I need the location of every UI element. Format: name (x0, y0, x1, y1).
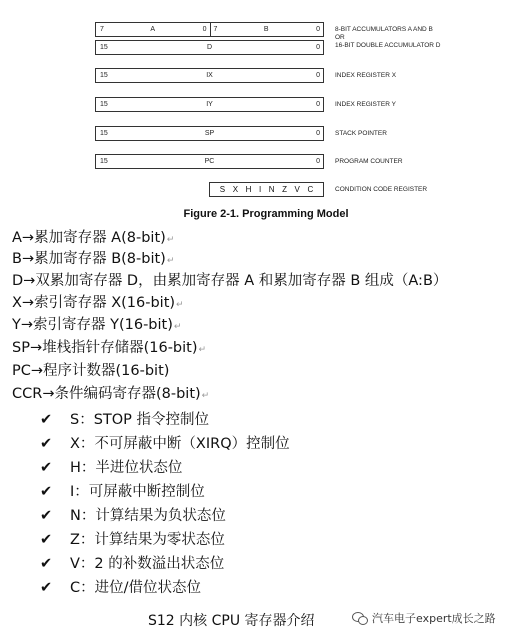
list-item (12, 293, 184, 315)
register-name: IY (206, 101, 213, 108)
list-item (12, 228, 174, 250)
ccr-bit: N (268, 185, 275, 194)
register-name: PC (204, 158, 215, 165)
bit-label: 15 (100, 158, 108, 165)
double-accumulator-d-register (95, 40, 324, 55)
check-item-text: S：STOP 指令控制位 (70, 412, 210, 428)
watermark (352, 610, 496, 626)
bit-label: 15 (100, 72, 108, 79)
register-description: PROGRAM COUNTER (335, 158, 403, 165)
check-icon: ✔ (40, 412, 53, 428)
check-item-text: V：2 的补数溢出状态位 (70, 556, 225, 572)
desc-line: OR (335, 34, 345, 41)
paragraph-mark-icon: ↵ (173, 322, 182, 332)
list-item (12, 361, 169, 381)
check-icon: ✔ (40, 436, 53, 452)
bit-label: 15 (100, 44, 108, 51)
register-name: B (263, 26, 269, 33)
desc-line: 16-BIT DOUBLE ACCUMULATOR D (335, 42, 441, 49)
ccr-bit: V (294, 185, 300, 194)
paragraph-mark-icon: ↵ (201, 391, 210, 401)
figure-caption: Figure 2-1. Programming Model (183, 208, 349, 220)
check-item (40, 506, 226, 526)
check-item-text: C：进位/借位状态位 (70, 580, 202, 596)
list-item (12, 315, 181, 337)
check-item-text: Z：计算结果为零状态位 (70, 532, 225, 548)
bit-label: 0 (316, 44, 320, 51)
register-name: D (206, 44, 213, 51)
check-item (40, 410, 209, 430)
check-item (40, 578, 201, 598)
document-caption: S12 内核 CPU 寄存器介绍 (148, 613, 315, 629)
index-register-y (95, 97, 324, 112)
list-item-text: X→索引寄存器 X(16-bit) (12, 295, 176, 311)
register-name: IX (206, 72, 213, 79)
bit-label: 0 (316, 130, 320, 137)
accumulator-a-cell (96, 23, 211, 36)
list-item-text: SP→堆栈指针存储器(16-bit) (12, 340, 198, 356)
list-item (12, 249, 174, 271)
ccr-bit: I (258, 185, 262, 194)
register-description: INDEX REGISTER Y (335, 101, 396, 108)
check-item (40, 554, 224, 574)
list-item-text: CCR→条件编码寄存器(8-bit) (12, 386, 201, 402)
bit-label: 0 (202, 26, 207, 33)
bit-label: 0 (316, 101, 320, 108)
paragraph-mark-icon: ↵ (166, 235, 175, 245)
check-icon: ✔ (40, 556, 53, 572)
watermark-text: 汽车电子expert成长之路 (372, 612, 496, 625)
desc-line: 8-BIT ACCUMULATORS A AND B (335, 26, 433, 33)
register-description: STACK POINTER (335, 130, 387, 137)
wechat-icon (352, 612, 368, 625)
paragraph-mark-icon: ↵ (176, 300, 184, 310)
paragraph-mark-icon: ↵ (198, 345, 207, 355)
check-icon: ✔ (40, 508, 53, 524)
ccr-bit: S (219, 185, 226, 194)
bit-label: 7 (100, 26, 104, 33)
index-register-x (95, 68, 324, 83)
condition-code-register (209, 182, 324, 197)
register-description: CONDITION CODE REGISTER (335, 186, 428, 193)
program-counter-register (95, 154, 324, 169)
register-name: SP (204, 130, 215, 137)
ccr-bit: H (245, 185, 252, 194)
bit-label: 0 (316, 72, 320, 79)
ccr-bit: Z (282, 185, 287, 194)
register-name: A (150, 26, 156, 33)
check-icon: ✔ (40, 532, 53, 548)
list-item-text: A→累加寄存器 A(8-bit) (12, 230, 166, 246)
check-item (40, 530, 225, 550)
list-item-text: PC→程序计数器(16-bit) (12, 363, 170, 379)
check-icon: ✔ (40, 460, 53, 476)
ccr-bit: X (232, 185, 239, 194)
check-item-text: I：可屏蔽中断控制位 (70, 484, 205, 500)
check-item-text: H：半进位状态位 (70, 460, 183, 476)
check-icon: ✔ (40, 580, 53, 596)
check-item (40, 482, 205, 502)
bit-label: 0 (316, 158, 320, 165)
check-item-text: N：计算结果为负状态位 (70, 508, 226, 524)
check-item-text: X：不可屏蔽中断（XIRQ）控制位 (70, 436, 290, 452)
paragraph-mark-icon: ↵ (166, 256, 175, 266)
list-item-text: Y→索引寄存器 Y(16-bit) (12, 317, 173, 333)
bit-label: 15 (100, 101, 108, 108)
list-item (12, 271, 447, 291)
accumulator-ab-register (95, 22, 324, 37)
check-item (40, 434, 290, 454)
stack-pointer-register (95, 126, 324, 141)
list-item-text: D→双累加寄存器 D，由累加寄存器 A 和累加寄存器 B 组成（A:B） (12, 273, 448, 289)
bit-label: 7 (213, 26, 218, 33)
register-description: INDEX REGISTER X (335, 72, 397, 79)
list-item (12, 384, 209, 406)
bit-label: 15 (100, 130, 108, 137)
check-item (40, 458, 182, 478)
list-item (12, 338, 206, 360)
accumulator-b-cell (210, 23, 324, 36)
check-icon: ✔ (40, 484, 53, 500)
ccr-bit: C (307, 185, 314, 194)
register-description (335, 26, 440, 50)
bit-label: 0 (316, 26, 320, 33)
list-item-text: B→累加寄存器 B(8-bit) (12, 251, 166, 267)
